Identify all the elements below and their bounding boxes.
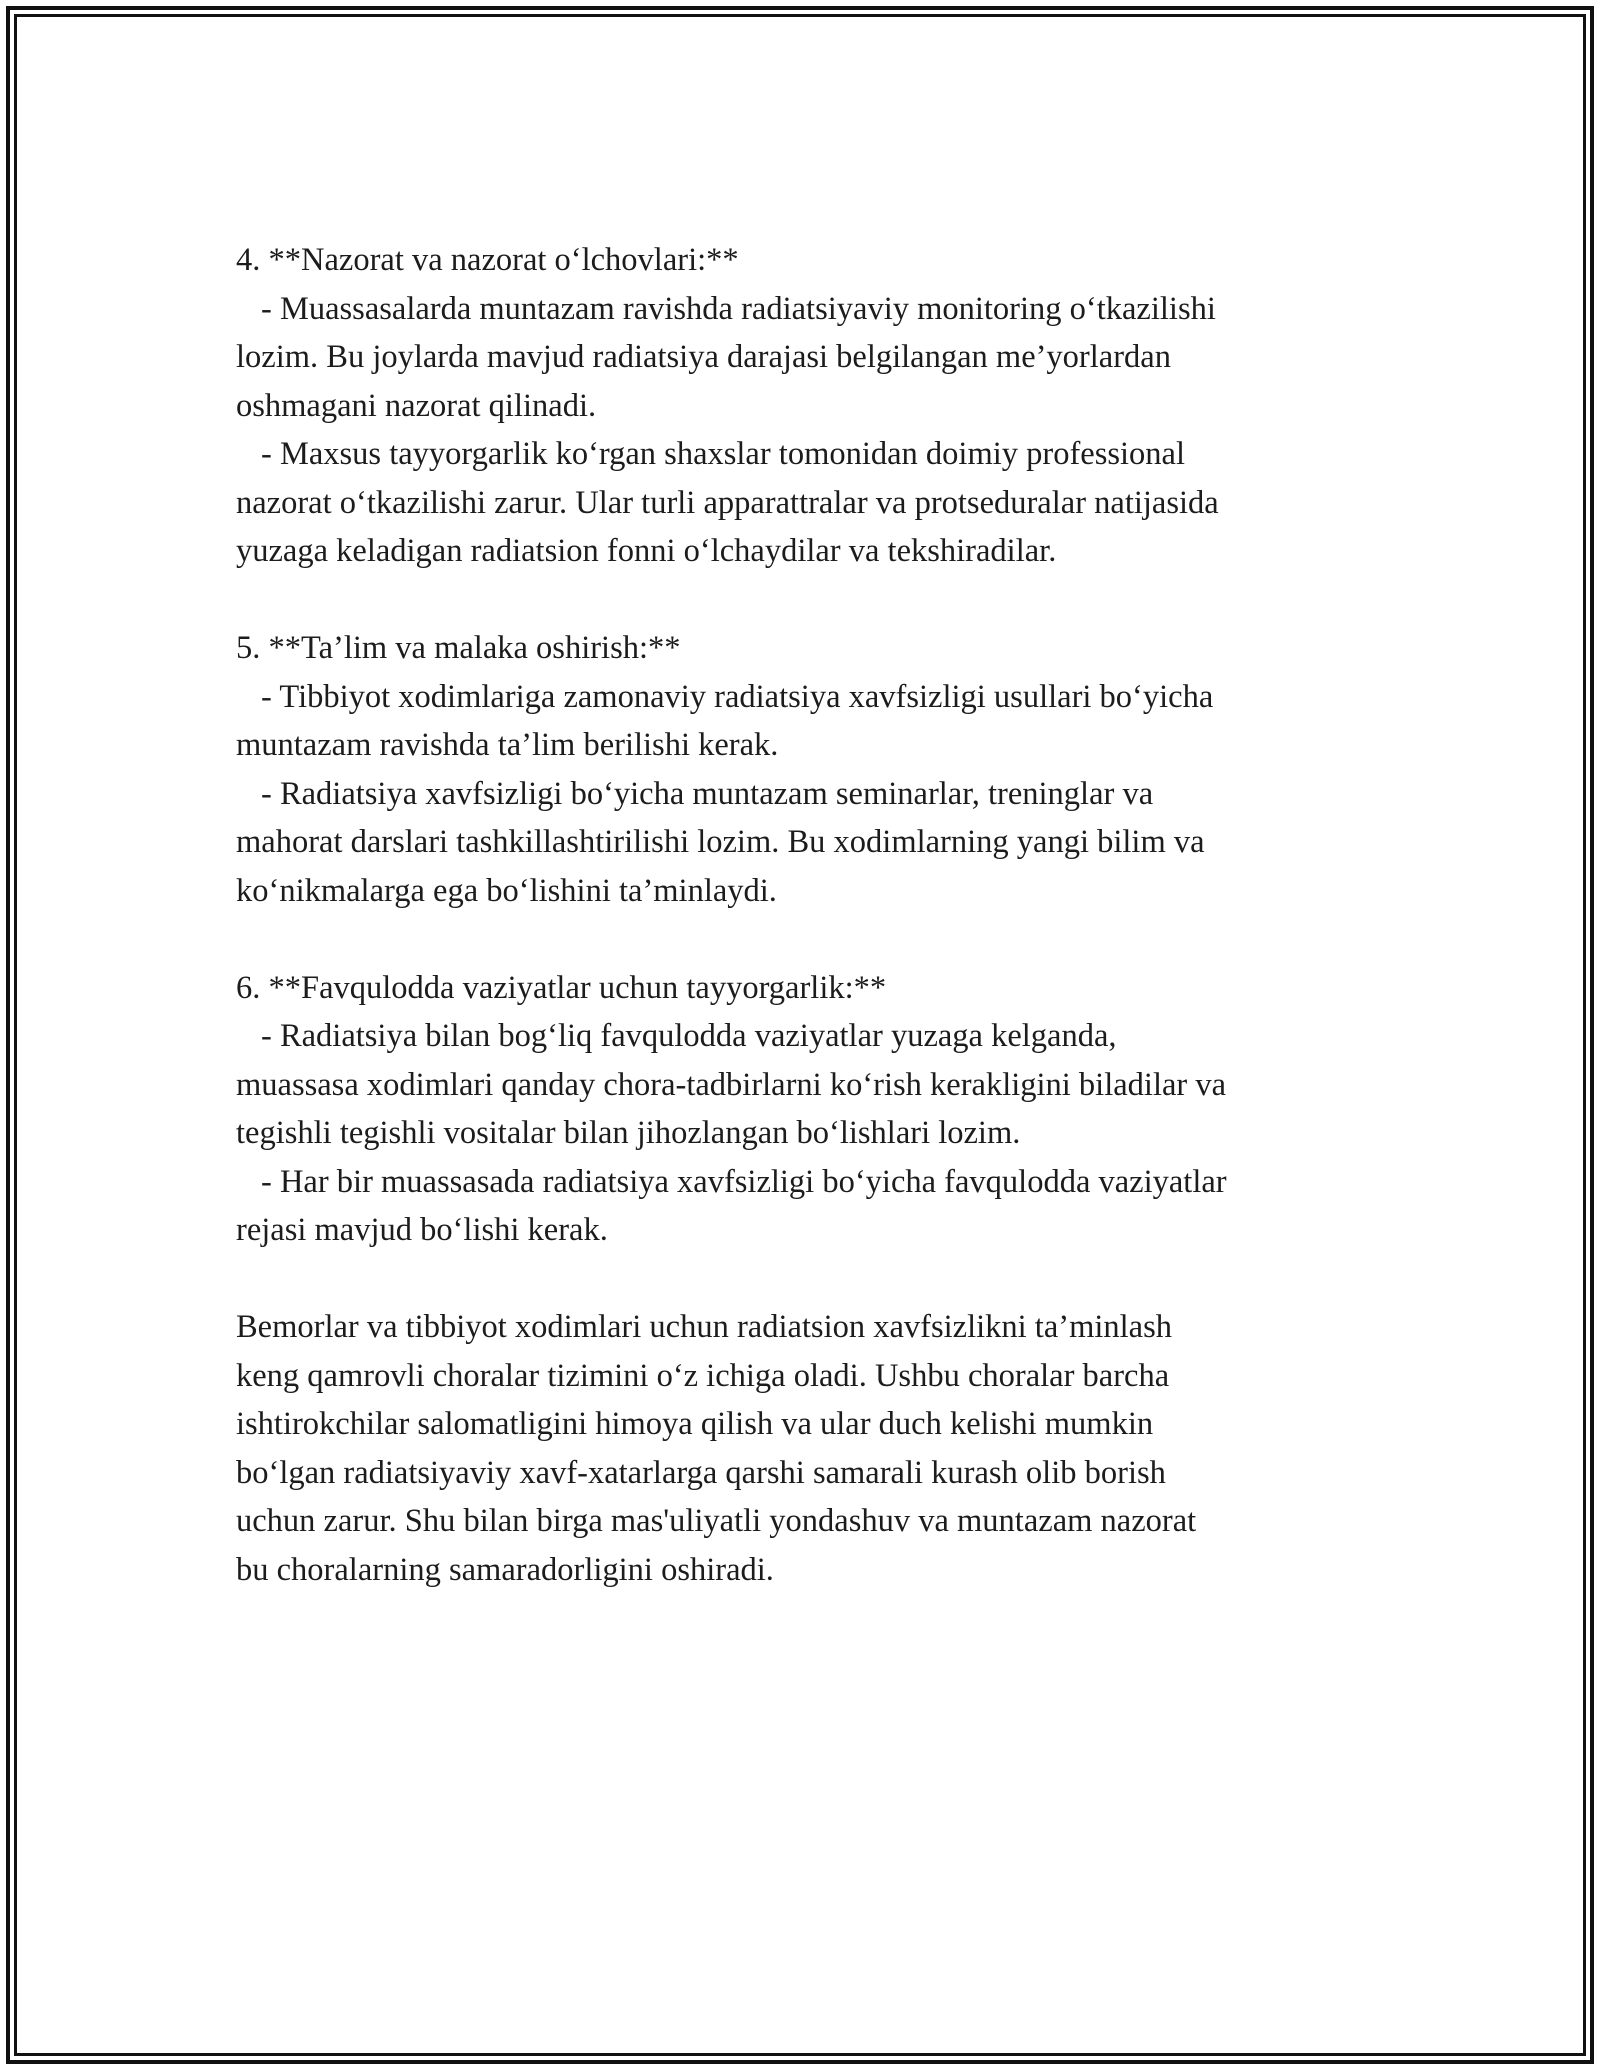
paragraph-line: tegishli tegishli vositalar bilan jihozlangan bo‘lishlari lozim. (236, 1115, 1021, 1151)
section-4 (236, 236, 1386, 576)
paragraph-line: - Muassasalarda muntazam ravishda radiatsiyaviy monitoring o‘tkazilishi (261, 290, 1216, 327)
paragraph-line: bo‘lgan radiatsiyaviy xavf-xatarlarga qarshi samarali kurash olib borish (236, 1454, 1166, 1491)
paragraph-line: - Har bir muassasada radiatsiya xavfsizligi bo‘yicha favqulodda vaziyatlar (261, 1163, 1227, 1200)
section-heading: 5. **Ta’lim va malaka oshirish:** (236, 630, 681, 666)
paragraph-line: - Tibbiyot xodimlariga zamonaviy radiatsiya xavfsizligi usullari bo‘yicha (261, 678, 1214, 715)
paragraph-line: bu choralarning samaradorligini oshiradi. (236, 1551, 774, 1588)
paragraph-line: rejasi mavjud bo‘lishi kerak. (236, 1212, 608, 1248)
paragraph-line: ishtirokchilar salomatligini himoya qilish va ular duch kelishi mumkin (236, 1406, 1154, 1442)
paragraph-line: - Maxsus tayyorgarlik ko‘rgan shaxslar tomonidan doimiy professional (261, 436, 1185, 472)
paragraph-line: - Radiatsiya bilan bog‘liq favqulodda vaziyatlar yuzaga kelganda, (261, 1018, 1117, 1054)
section-6 (236, 964, 1386, 1255)
paragraph-line: uchun zarur. Shu bilan birga mas'uliyatli yondashuv va muntazam nazorat (236, 1503, 1197, 1539)
paragraph-line: ko‘nikmalarga ega bo‘lishini ta’minlaydi. (236, 872, 777, 909)
paragraph-line: Bemorlar va tibbiyot xodimlari uchun radiatsion xavfsizlikni ta’minlash (236, 1309, 1172, 1345)
paragraph-line: keng qamrovli choralar tizimini o‘z ichiga oladi. Ushbu choralar barcha (236, 1357, 1170, 1394)
conclusion-paragraph (236, 1303, 1386, 1594)
section-heading: 4. **Nazorat va nazorat o‘lchovlari:** (236, 242, 739, 278)
paragraph-line: yuzaga keladigan radiatsion fonni o‘lchaydilar va tekshiradilar. (236, 533, 1057, 569)
paragraph-line: mahorat darslari tashkillashtirilishi lozim. Bu xodimlarning yangi bilim va (236, 824, 1205, 860)
paragraph-line: lozim. Bu joylarda mavjud radiatsiya darajasi belgilangan me’yorlardan (236, 339, 1171, 375)
paragraph-line: muassasa xodimlari qanday chora-tadbirlarni ko‘rish kerakligini biladilar va (236, 1066, 1227, 1103)
paragraph-line: - Radiatsiya xavfsizligi bo‘yicha muntazam seminarlar, treninglar va (261, 775, 1154, 812)
paragraph-line: oshmagani nazorat qilinadi. (236, 387, 597, 424)
paragraph-line: muntazam ravishda ta’lim berilishi kerak. (236, 727, 779, 763)
paragraph-line: nazorat o‘tkazilishi zarur. Ular turli apparattralar va protseduralar natijasida (236, 484, 1219, 521)
section-heading: 6. **Favqulodda vaziyatlar uchun tayyorgarlik:** (236, 969, 887, 1006)
document-body (236, 236, 1386, 1643)
section-5 (236, 624, 1386, 915)
